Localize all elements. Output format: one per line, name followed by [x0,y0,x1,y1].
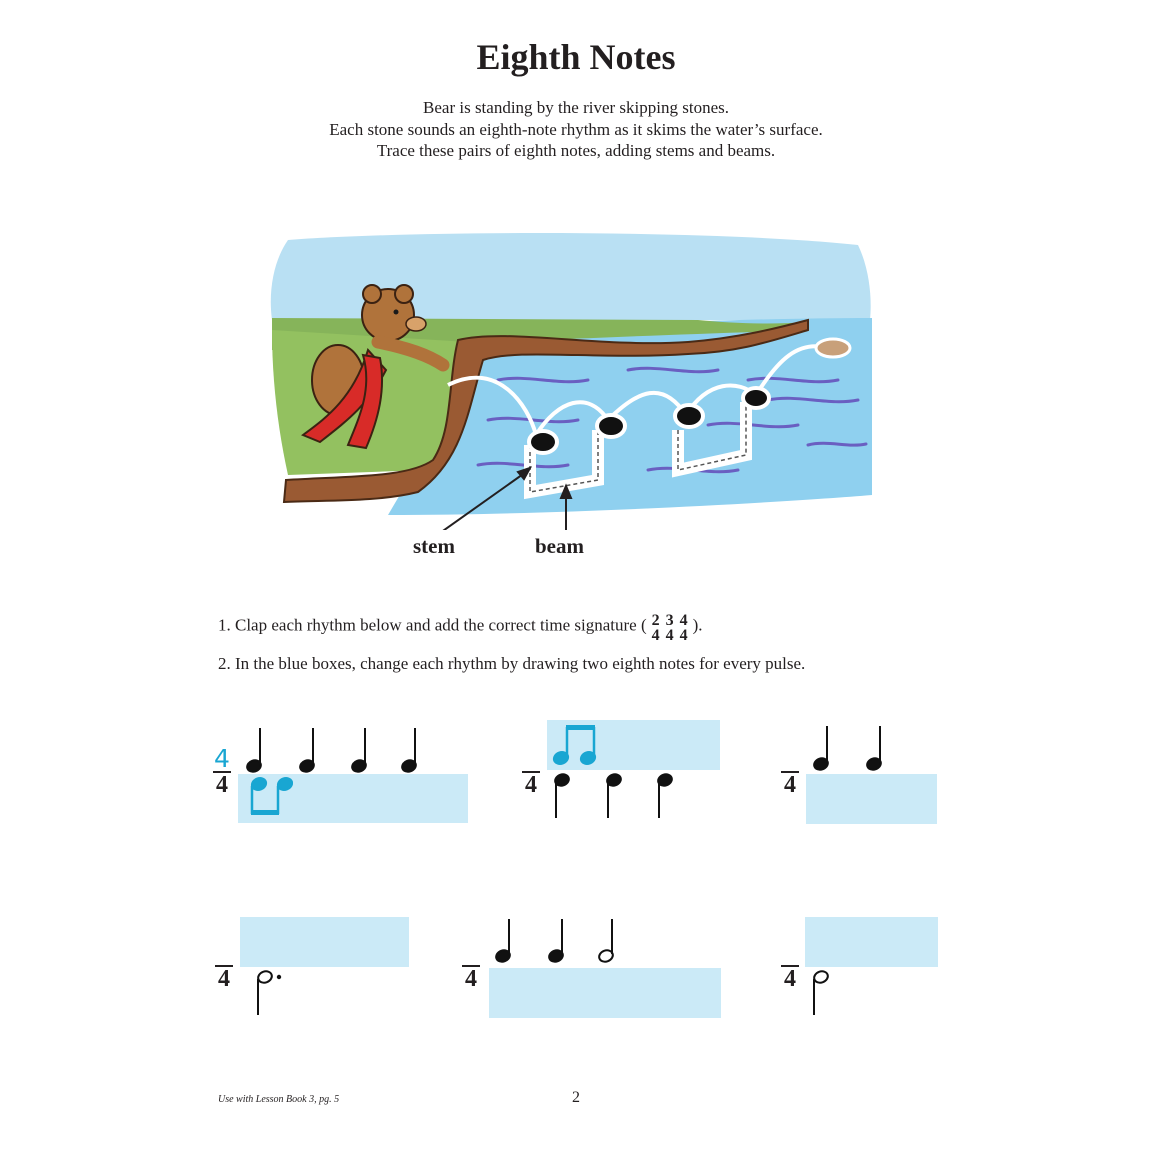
beam-label: beam [535,534,584,558]
bear-river-illustration [268,230,874,530]
ex2-example-eighth-notes [552,722,602,767]
ex3-time-signature[interactable] [780,771,800,796]
ex5-bottom-number: 4 [465,966,477,992]
ex6-answer-box[interactable] [805,917,938,967]
ex1-rhythm [245,722,425,777]
ex3-bottom-number: 4 [784,772,796,798]
time-signature-3-4: 3 4 [665,612,674,644]
instruction-1-text: 1. Clap each rhythm below and add the correct time signature ( [218,615,647,635]
intro-line-3: Trace these pairs of eighth notes, adding stems and beams. [376,141,776,160]
ex2-rhythm [550,770,675,820]
ex4-answer-box[interactable] [240,917,409,967]
ex6-time-signature[interactable] [780,965,800,990]
ex3-rhythm [812,722,892,772]
time-signature-options [649,610,691,643]
ex3-answer-box[interactable] [806,774,937,824]
time-signature-4-4: 4 4 [679,612,688,644]
stem-label: stem [413,534,455,558]
instruction-2: 2. In the blue boxes, change each rhythm by drawing two eighth notes for every pulse. [218,654,806,673]
ex6-bottom-number: 4 [784,966,796,992]
intro-line-2: Each stone sounds an eighth-note rhythm as it skims the water’s surface. [329,119,823,139]
page-number: 2 [572,1089,580,1106]
ex2-time-signature[interactable] [521,771,541,796]
intro-line-1: Bear is standing by the river skipping stones. [423,98,729,117]
instruction-1-suffix: ). [692,615,703,635]
page-title: Eighth Notes [476,37,676,77]
ex4-bottom-number: 4 [218,966,230,992]
time-signature-2-4: 2 4 [651,612,660,644]
ex5-rhythm [494,915,619,965]
ex5-time-signature[interactable] [461,965,481,990]
ex1-top-number: 4 [214,744,230,773]
ex4-rhythm [252,965,292,1017]
ex6-note-half [813,969,830,984]
ex4-dot [277,975,281,979]
ex1-bottom-number: 4 [216,772,228,798]
ex1-time-signature[interactable] [212,744,232,798]
ex2-bottom-number: 4 [525,772,537,798]
ex6-rhythm [808,965,838,1017]
ex1-example-eighth-notes [243,774,293,819]
ex4-time-signature[interactable] [214,965,234,990]
sky [271,233,871,320]
ex5-answer-box[interactable] [489,968,721,1018]
instruction-1 [218,610,703,643]
ex4-note-dotted-half [257,969,274,984]
lesson-book-reference: Use with Lesson Book 3, pg. 5 [218,1094,340,1105]
intro-text [0,97,1152,162]
